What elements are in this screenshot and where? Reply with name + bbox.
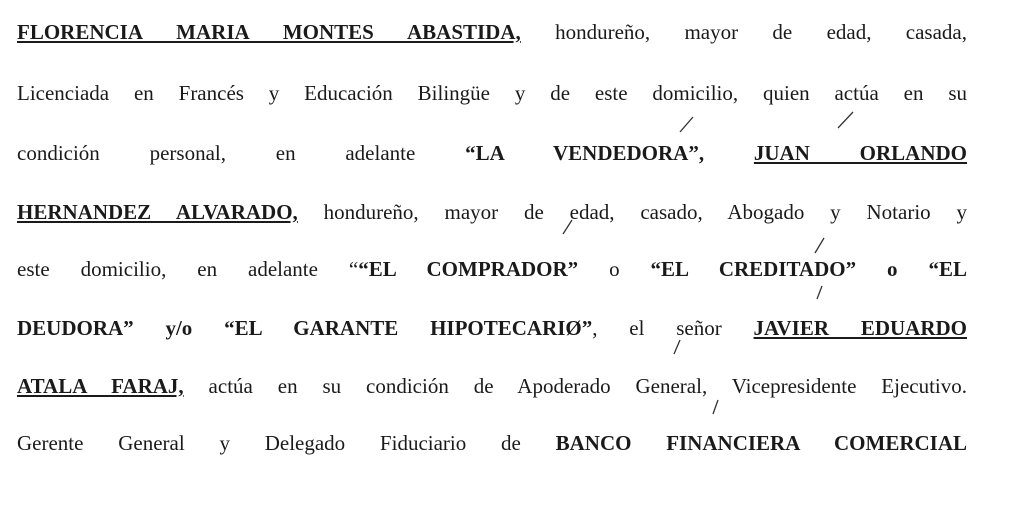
party-name-javier: JAVIER EDUARDO [753, 316, 967, 340]
party-name-hernandez: HERNANDEZ ALVARADO, [17, 200, 298, 224]
paragraph-text: este domicilio, en adelante “ [17, 257, 359, 281]
defined-term-creditado: “EL CREDITADO” o “EL [650, 257, 967, 281]
tick-mark [674, 340, 680, 354]
party-description: hondureño, mayor de edad, casada, [520, 20, 967, 44]
tick-mark [680, 117, 693, 132]
paragraph-text: , el señor [592, 316, 754, 340]
party-name-florencia: FLORENCIA MARIA MONTES ABASTIDA, [17, 20, 521, 44]
tick-mark [838, 112, 853, 128]
party-name-atala: ATALA FARAJ, [17, 374, 184, 398]
paragraph-text: Licenciada en Francés y Educación Bilingüe y de este domicilio, quien actúa en su [17, 81, 967, 105]
paragraph-text: o [578, 257, 651, 281]
tick-mark [817, 286, 822, 299]
party-name-juan: JUAN ORLANDO [753, 141, 968, 165]
party-description: actúa en su condición de Apoderado General, Vicepresidente Ejecutivo. [183, 374, 968, 398]
defined-term-comprador: “EL COMPRADOR” [358, 257, 579, 281]
tick-mark [563, 220, 572, 234]
tick-mark [815, 238, 824, 253]
defined-term-vendedora: “LA VENDEDORA”, [465, 141, 705, 165]
paragraph-text: condición personal, en adelante [17, 141, 466, 165]
paragraph-text: Gerente General y Delegado Fiduciario de [17, 431, 556, 455]
tick-mark [713, 400, 718, 414]
bank-name: BANCO FINANCIERA COMERCIAL [555, 431, 967, 455]
party-description: hondureño, mayor de edad, casado, Abogado y Notario y [297, 200, 967, 224]
defined-term-deudora: DEUDORA” y/o “EL GARANTE HIPOTECARIØ” [17, 316, 593, 340]
